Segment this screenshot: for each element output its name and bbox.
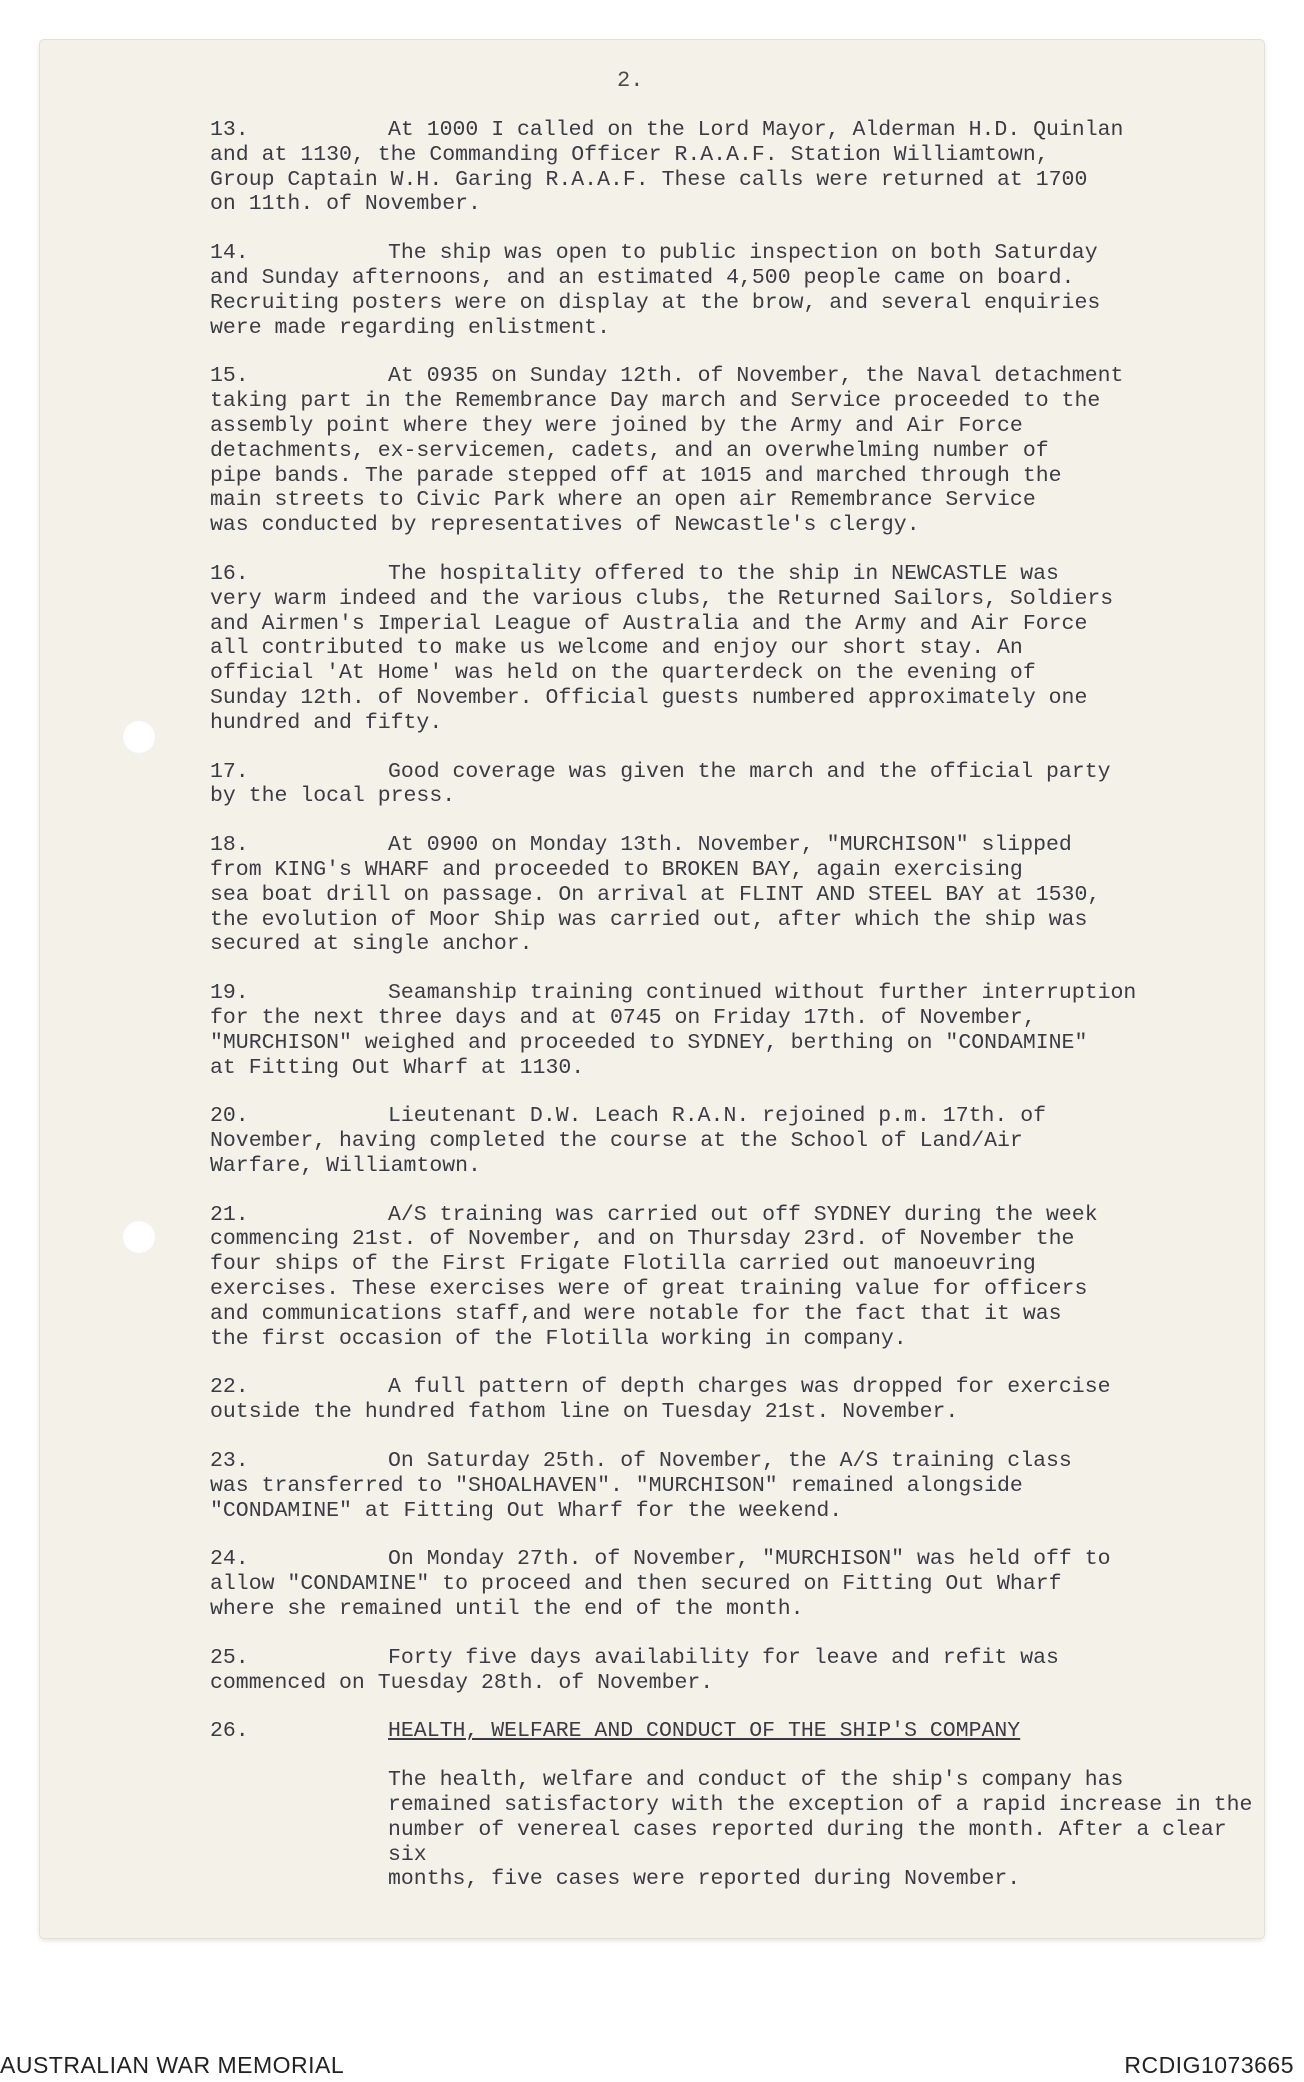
paragraph-text: Lieutenant D.W. Leach R.A.N. rejoined p.m. 17th. of November, having completed the course at the School of Land/Air Warfare, Williamtown.	[210, 1104, 1047, 1178]
paragraph-text: A/S training was carried out off SYDNEY during the week commencing 21st. of November, and on Thursday 23rd. of November the four ships of the First Frigate Flotilla carried out manoeuvring exercises. These exercises were of great training value for officers and communications staff,and were notable for the fact that it was the first occasion of the Flotilla working in company.	[210, 1202, 1098, 1351]
paragraph-19	[210, 981, 1270, 1080]
punch-hole	[122, 720, 156, 754]
paragraph-21	[210, 1203, 1270, 1352]
paragraph-text: At 0900 on Monday 13th. November, "MURCHISON" slipped from KING's WHARF and proceeded to BROKEN BAY, again exercising sea boat drill on passage. On arrival at FLINT AND STEEL BAY at 1530, the evolution of Moor Ship was carried out, after which the ship was secured at single anchor.	[210, 833, 1101, 957]
paragraph-22	[210, 1375, 1270, 1425]
footer-source: AUSTRALIAN WAR MEMORIAL	[0, 2052, 345, 2078]
paragraph-text: Forty five days availability for leave and refit was commenced on Tuesday 28th. of November.	[210, 1645, 1059, 1695]
paragraph-23	[210, 1449, 1270, 1523]
paragraph-number: 15.	[210, 364, 249, 389]
paragraph-17	[210, 760, 1270, 810]
paragraph-number: 23.	[210, 1449, 249, 1474]
paragraph-25	[210, 1646, 1270, 1696]
paragraph-text: At 0935 on Sunday 12th. of November, the Naval detachment taking part in the Remembrance Day march and Service proceeded to the assembly point where they were joined by the Army and Air Force detachments, ex-servicemen, cadets, and an overwhelming number of pipe bands. The parade stepped off at 1015 and marched through the main streets to Civic Park where an open air Remembrance Service was conducted by representatives of Newcastle's clergy.	[210, 364, 1124, 538]
paragraph-text: On Saturday 25th. of November, the A/S training class was transferred to "SHOALHAVEN". "MURCHISON" remained alongside "CONDAMINE" at Fitting Out Wharf for the weekend.	[210, 1449, 1072, 1523]
paragraph-number: 17.	[210, 759, 249, 784]
footer-id: RCDIG1073665	[1124, 2052, 1294, 2078]
section-heading: HEALTH, WELFARE AND CONDUCT OF THE SHIP'S COMPANY	[388, 1719, 1021, 1744]
paragraph-14	[210, 241, 1270, 340]
paragraph-text: At 1000 I called on the Lord Mayor, Alderman H.D. Quinlan and at 1130, the Commanding Officer R.A.A.F. Station Williamtown, Group Captain W.H. Garing R.A.A.F. These calls were returned at 1700 on 11th. of November.	[210, 118, 1124, 217]
paragraph-15	[210, 364, 1270, 538]
page-number: 2.	[617, 68, 644, 93]
paragraph-20	[210, 1104, 1270, 1178]
paragraph-text: Seamanship training continued without further interruption for the next three days and at 0745 on Friday 17th. of November, "MURCHISON" weighed and proceeded to SYDNEY, berthing on "CONDAMINE" at Fitting Out Wharf at 1130.	[210, 981, 1137, 1080]
paragraph-number: 16.	[210, 561, 249, 586]
paragraph-18	[210, 833, 1270, 957]
paragraph-24	[210, 1547, 1270, 1621]
paragraph-text: The hospitality offered to the ship in NEWCASTLE was very warm indeed and the various clubs, the Returned Sailors, Soldiers and Airmen's Imperial League of Australia and the Army and Air Force all contributed to make us welcome and enjoy our short stay. An official 'At Home' was held on the quarterdeck on the evening of Sunday 12th. of November. Official guests numbered approximately one hundred and fifty.	[210, 561, 1114, 735]
paragraph-13	[210, 118, 1270, 217]
paragraph-text: A full pattern of depth charges was dropped for exercise outside the hundred fathom line on Tuesday 21st. November.	[210, 1375, 1111, 1425]
paragraph-16	[210, 562, 1270, 736]
punch-hole	[122, 1220, 156, 1254]
paragraph-number: 26.	[210, 1719, 249, 1744]
paragraph-number: 13.	[210, 118, 249, 142]
paragraph-number: 21.	[210, 1202, 249, 1227]
section-paragraph: The health, welfare and conduct of the ship's company has remained satisfactory with the exception of a rapid increase in the number of venereal cases reported during the month. After a clear six months, five cases were reported during November.	[388, 1768, 1253, 1892]
paragraph-text: The ship was open to public inspection on both Saturday and Sunday afternoons, and an estimated 4,500 people came on board. Recruiting posters were on display at the brow, and several enquiries were made regarding enlistment.	[210, 241, 1101, 340]
section-heading-row	[210, 1719, 1270, 1744]
paragraph-text: On Monday 27th. of November, "MURCHISON" was held off to allow "CONDAMINE" to proceed and then secured on Fitting Out Wharf where she remained until the end of the month.	[210, 1547, 1111, 1622]
paragraph-number: 19.	[210, 981, 249, 1006]
document-body	[210, 118, 1270, 1916]
paragraph-text: Good coverage was given the march and the official party by the local press.	[210, 759, 1111, 809]
paragraph-number: 22.	[210, 1375, 249, 1400]
paragraph-number: 14.	[210, 241, 249, 266]
paragraph-number: 18.	[210, 833, 249, 858]
paragraph-number: 25.	[210, 1645, 249, 1670]
paragraph-number: 20.	[210, 1104, 249, 1129]
paragraph-number: 24.	[210, 1547, 249, 1572]
